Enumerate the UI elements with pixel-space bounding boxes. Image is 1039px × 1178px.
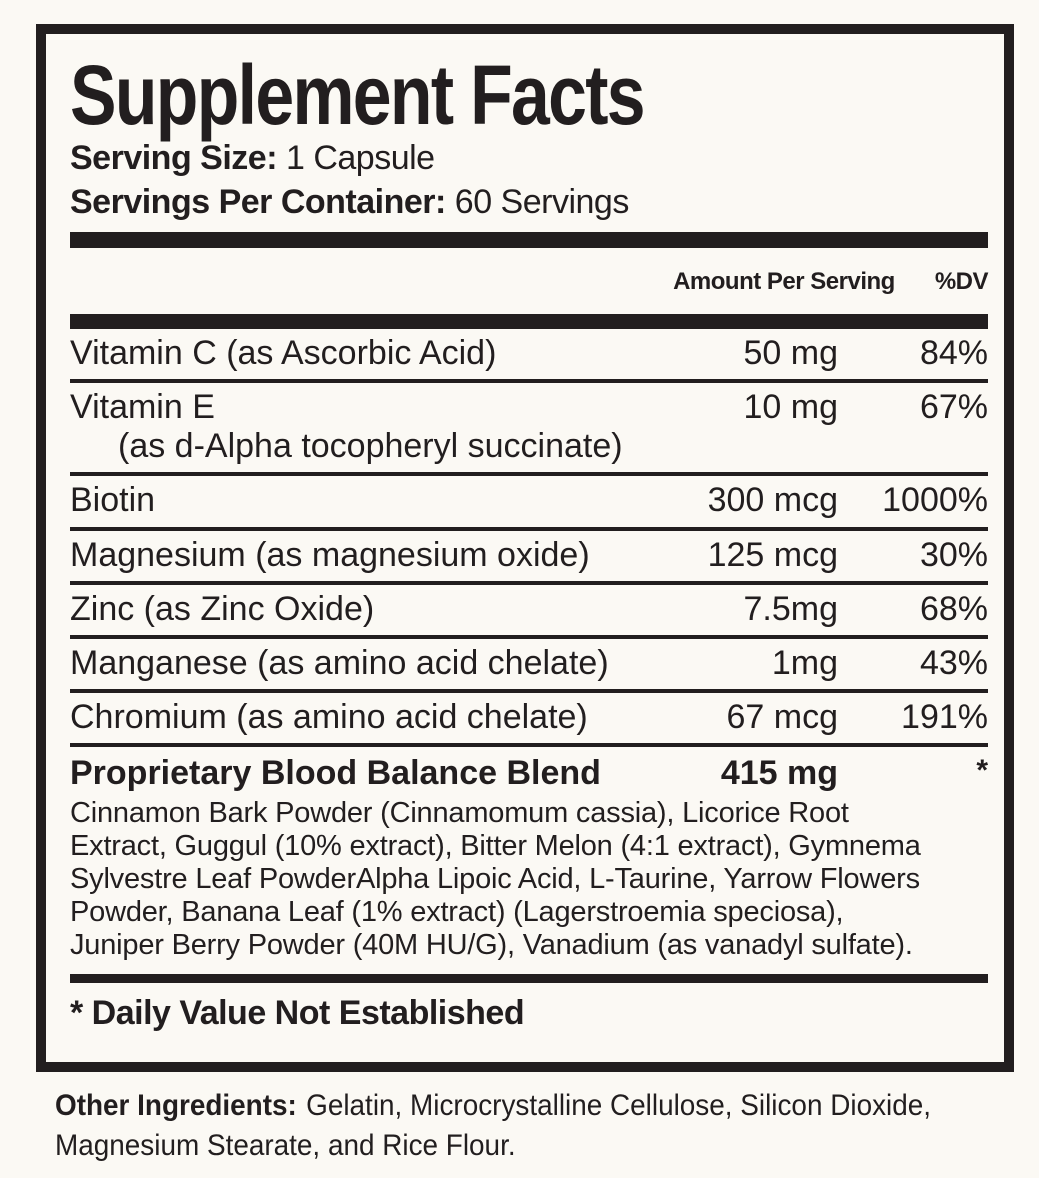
nutrient-dv: 43% [919,643,988,682]
serving-size-line [70,136,988,180]
nutrient-name-sub: (as d-Alpha tocopheryl succinate) [118,427,623,466]
daily-value-footnote: * Daily Value Not Established [70,994,525,1033]
column-header-row [70,248,988,314]
nutrient-row-biotin [70,472,988,526]
nutrient-row-zinc [70,581,988,635]
nutrient-row-chromium [70,689,988,743]
nutrient-dv: 67% [919,388,988,427]
nutrient-dv: 1000% [882,481,988,520]
nutrient-name: Magnesium (as magnesium oxide) [70,535,590,574]
panel-content [46,48,1004,1045]
blend-ingredients-text: Cinnamon Bark Powder (Cinnamomum cassia), Licorice Root Extract, Guggul (10% extract), Bitter Melon (4:1 extract), Gymnema Sylvestre Leaf PowderAlpha Lipoic Acid, L-Taurine, Yarrow Flowers Powder, Banana Leaf (1% extract) (Lagerstroemia speciosa), Juniper Berry Powder (40M HU/G), Vanadium (as vanadyl sulfate). [70,797,921,962]
nutrient-dv: 191% [901,697,988,736]
servings-per-container-line [70,180,988,224]
servings-per-container-label: Servings Per Container: [70,182,446,221]
nutrient-amount: 50 mg [743,334,838,373]
serving-size-label: Serving Size: [70,138,278,177]
servings-per-container-value: 60 Servings [454,182,629,221]
dv-header: %DV [934,268,988,296]
panel-title: Supplement Facts [70,48,644,142]
nutrient-dv: 68% [919,589,988,628]
nutrient-dv: 30% [919,535,988,574]
amount-per-serving-header: Amount Per Serving [673,268,895,296]
nutrient-amount: 67 mcg [726,697,838,736]
nutrient-row-manganese [70,635,988,689]
nutrient-amount: 7.5mg [743,589,838,628]
nutrient-dv: 84% [919,334,988,373]
nutrient-row-vitamin-c [70,329,988,379]
serving-size-value: 1 Capsule [285,138,435,177]
divider-bar-top [70,232,988,248]
nutrient-amount: 10 mg [743,388,838,427]
nutrient-amount: 300 mcg [707,481,838,520]
nutrient-row-vitamin-e [70,379,988,472]
nutrient-name: Biotin [70,481,156,520]
nutrient-amount: 1mg [771,643,838,682]
supplement-facts-panel [36,24,1014,1072]
nutrient-row-magnesium [70,527,988,581]
blend-amount: 415 mg [720,753,838,792]
blend-dv-asterisk: * [976,753,988,787]
blend-header-row [70,743,988,795]
nutrient-name: Chromium (as amino acid chelate) [70,697,588,736]
divider-bar-header [70,314,988,329]
nutrient-name [70,388,658,466]
other-ingredients-label: Other Ingredients: [55,1089,297,1122]
nutrient-name: Zinc (as Zinc Oxide) [70,589,375,628]
nutrient-name: Manganese (as amino acid chelate) [70,643,609,682]
nutrient-name: Vitamin C (as Ascorbic Acid) [70,334,497,373]
nutrient-name-main: Vitamin E [70,388,215,427]
other-ingredients-section [55,1086,994,1165]
divider-bar-footnote [70,974,988,983]
other-ingredients-value: Gelatin, Microcrystalline Cellulose, Silicon Dioxide, Magnesium Stearate, and Rice Flour. [55,1089,932,1162]
nutrient-amount: 125 mcg [707,535,838,574]
blend-name: Proprietary Blood Balance Blend [70,753,601,792]
